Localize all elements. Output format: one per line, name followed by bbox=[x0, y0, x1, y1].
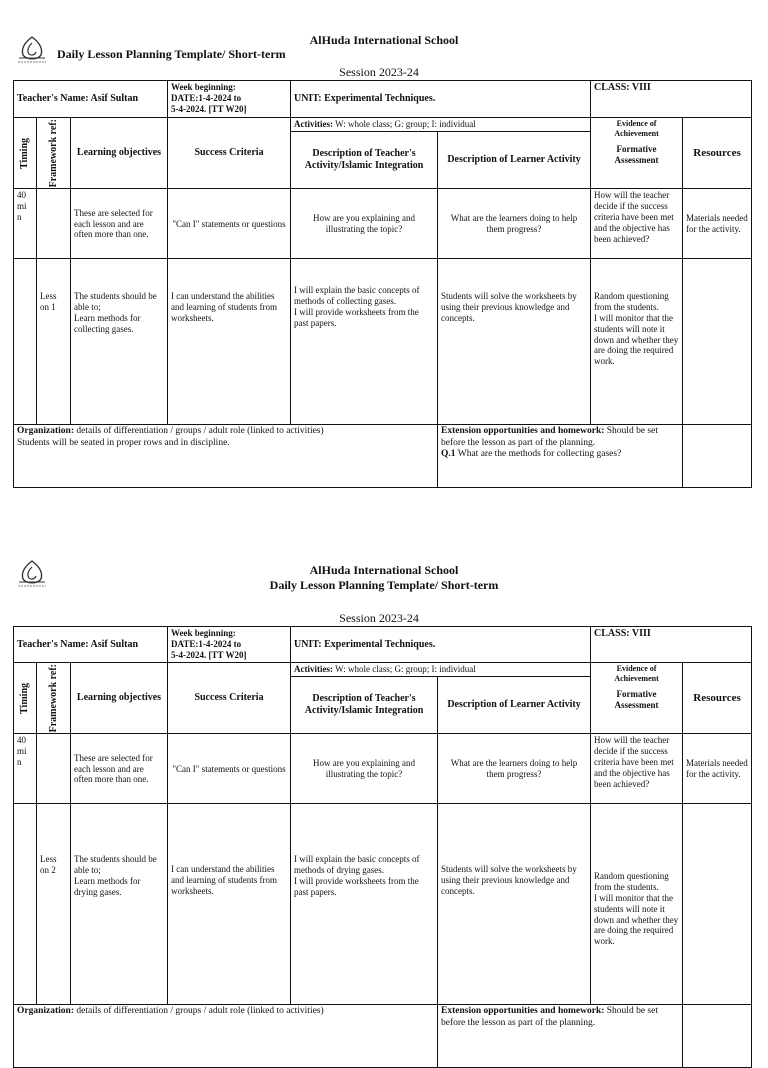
homework-question: Q.1 What are the methods for collecting gases? bbox=[441, 449, 622, 460]
lesson-timing bbox=[14, 804, 37, 1005]
guide-resources: Materials needed for the activity. bbox=[683, 734, 752, 804]
objective-line-1: The students should be able to; bbox=[74, 291, 157, 313]
lesson-resources bbox=[683, 259, 752, 425]
guide-resources: Materials needed for the activity. bbox=[683, 189, 752, 259]
lesson-ref: Less on 1 bbox=[37, 259, 71, 425]
criteria-header: Success Criteria bbox=[168, 118, 291, 189]
objective-line-2: Learn methods for collecting gases. bbox=[74, 313, 141, 334]
teacher-name: Teacher's Name: Asif Sultan bbox=[14, 627, 168, 663]
objectives-header: Learning objectives bbox=[71, 663, 168, 734]
activities-key: Activities: W: whole class; G: group; I: individual bbox=[291, 118, 591, 132]
assessment-line-2: I will monitor that the students will note it down and whether they are doing the required work. bbox=[594, 893, 679, 947]
lesson-teacher-activity bbox=[291, 259, 438, 425]
guide-timing: 40 mi n bbox=[14, 189, 37, 259]
teacher-activity-line-1: I will explain the basic concepts of methods of collecting gases. bbox=[294, 285, 420, 307]
organization-cell: Organization: details of differentiation / groups / adult role (linked to activities) bbox=[14, 1005, 438, 1068]
extension-blank bbox=[683, 425, 752, 488]
assessment-header bbox=[591, 663, 683, 734]
week-line-3: 5-4-2024. [TT W20] bbox=[171, 649, 247, 660]
lesson-ref: Less on 2 bbox=[37, 804, 71, 1005]
learner-activity-header: Description of Learner Activity bbox=[438, 676, 591, 734]
unit-title: UNIT: Experimental Techniques. bbox=[291, 627, 591, 663]
school-name: AlHuda International School bbox=[309, 563, 459, 577]
week-line-1: Week beginning: bbox=[171, 628, 236, 638]
activities-key: Activities: W: whole class; G: group; I: individual bbox=[291, 663, 591, 677]
assessment-line-1: Random questioning from the students. bbox=[594, 871, 669, 893]
objectives-header: Learning objectives bbox=[71, 118, 168, 189]
class-label: CLASS: VIII bbox=[591, 81, 752, 118]
guide-assessment: How will the teacher decide if the success criteria have been met and the objective has been achieved? bbox=[591, 734, 683, 804]
guide-criteria: "Can I" statements or questions bbox=[168, 189, 291, 259]
extension-cell: Extension opportunities and homework: Should be set before the lesson as part of the planning. bbox=[438, 1005, 683, 1068]
template-title: Daily Lesson Planning Template/ Short-term bbox=[57, 47, 286, 61]
lesson-assessment bbox=[591, 259, 683, 425]
resources-header: Resources bbox=[683, 118, 752, 189]
guide-objectives: These are selected for each lesson and are often more than one. bbox=[71, 189, 168, 259]
learner-activity-header: Description of Learner Activity bbox=[438, 131, 591, 189]
guide-framework bbox=[37, 734, 71, 804]
guide-teacher: How are you explaining and illustrating the topic? bbox=[291, 189, 438, 259]
lesson-criteria: I can understand the abilities and learning of students from worksheets. bbox=[168, 804, 291, 1005]
template-title: Daily Lesson Planning Template/ Short-term bbox=[269, 578, 499, 592]
guide-learner: What are the learners doing to help them progress? bbox=[438, 734, 591, 804]
evidence-header: Evidence of Achievement bbox=[614, 664, 659, 683]
teacher-activity-header: Description of Teacher's Activity/Islamic Integration bbox=[291, 131, 438, 189]
lesson-resources bbox=[683, 804, 752, 1005]
lesson-objective bbox=[71, 259, 168, 425]
guide-timing: 40 mi n bbox=[14, 734, 37, 804]
session-label: Session 2023-24 bbox=[339, 65, 419, 79]
lesson-plan-table bbox=[13, 626, 752, 1068]
session-label: Session 2023-24 bbox=[339, 611, 419, 625]
school-name: AlHuda International School bbox=[309, 33, 459, 47]
timing-header: Timing bbox=[14, 663, 37, 734]
extension-cell: Extension opportunities and homework: Should be set before the lesson as part of the planning. Q.1 What are the methods for collecting gases? bbox=[438, 425, 683, 488]
lesson-objective bbox=[71, 804, 168, 1005]
guide-assessment: How will the teacher decide if the success criteria have been met and the objective has been achieved? bbox=[591, 189, 683, 259]
lesson-teacher-activity bbox=[291, 804, 438, 1005]
week-line-2: DATE:1-4-2024 to bbox=[171, 638, 242, 649]
lesson-plan-table bbox=[13, 80, 752, 488]
lesson-learner-activity: Students will solve the worksheets by using their previous knowledge and concepts. bbox=[438, 804, 591, 1005]
framework-header: Framework ref: bbox=[37, 118, 71, 189]
teacher-activity-line-2: I will provide worksheets from the past papers. bbox=[294, 876, 419, 897]
framework-header: Framework ref: bbox=[37, 663, 71, 734]
guide-objectives: These are selected for each lesson and are often more than one. bbox=[71, 734, 168, 804]
teacher-name: Teacher's Name: Asif Sultan bbox=[14, 81, 168, 118]
guide-learner: What are the learners doing to help them progress? bbox=[438, 189, 591, 259]
resources-header: Resources bbox=[683, 663, 752, 734]
week-line-1: Week beginning: bbox=[171, 82, 236, 92]
assessment-line-2: I will monitor that the students will note it down and whether they are doing the required work. bbox=[594, 313, 679, 367]
teacher-activity-line-1: I will explain the basic concepts of methods of drying gases. bbox=[294, 854, 420, 876]
objective-line-2: Learn methods for drying gases. bbox=[74, 876, 141, 897]
formative-header: Formative Assessment bbox=[614, 144, 659, 165]
unit-title: UNIT: Experimental Techniques. bbox=[291, 81, 591, 118]
week-beginning bbox=[168, 81, 291, 118]
objective-line-1: The students should be able to; bbox=[74, 854, 157, 876]
week-beginning bbox=[168, 627, 291, 663]
criteria-header: Success Criteria bbox=[168, 663, 291, 734]
guide-criteria: "Can I" statements or questions bbox=[168, 734, 291, 804]
week-line-2: DATE:1-4-2024 to bbox=[171, 92, 242, 103]
timing-header: Timing bbox=[14, 118, 37, 189]
guide-teacher: How are you explaining and illustrating the topic? bbox=[291, 734, 438, 804]
evidence-header: Evidence of Achievement bbox=[614, 119, 659, 138]
extension-blank bbox=[683, 1005, 752, 1068]
class-label: CLASS: VIII bbox=[591, 627, 752, 663]
assessment-line-1: Random questioning from the students. bbox=[594, 291, 669, 313]
organization-note: Students will be seated in proper rows and in discipline. bbox=[17, 437, 230, 448]
guide-framework bbox=[37, 189, 71, 259]
teacher-activity-line-2: I will provide worksheets from the past papers. bbox=[294, 307, 419, 328]
assessment-header bbox=[591, 118, 683, 189]
lesson-timing bbox=[14, 259, 37, 425]
lesson-criteria: I can understand the abilities and learning of students from worksheets. bbox=[168, 259, 291, 425]
week-line-3: 5-4-2024. [TT W20] bbox=[171, 103, 247, 114]
teacher-activity-header: Description of Teacher's Activity/Islamic Integration bbox=[291, 676, 438, 734]
formative-header: Formative Assessment bbox=[614, 689, 659, 710]
organization-cell: Organization: details of differentiation / groups / adult role (linked to activities) Students will be seated in proper rows and in discipline. bbox=[14, 425, 438, 488]
lesson-learner-activity: Students will solve the worksheets by using their previous knowledge and concepts. bbox=[438, 259, 591, 425]
lesson-assessment bbox=[591, 804, 683, 1005]
